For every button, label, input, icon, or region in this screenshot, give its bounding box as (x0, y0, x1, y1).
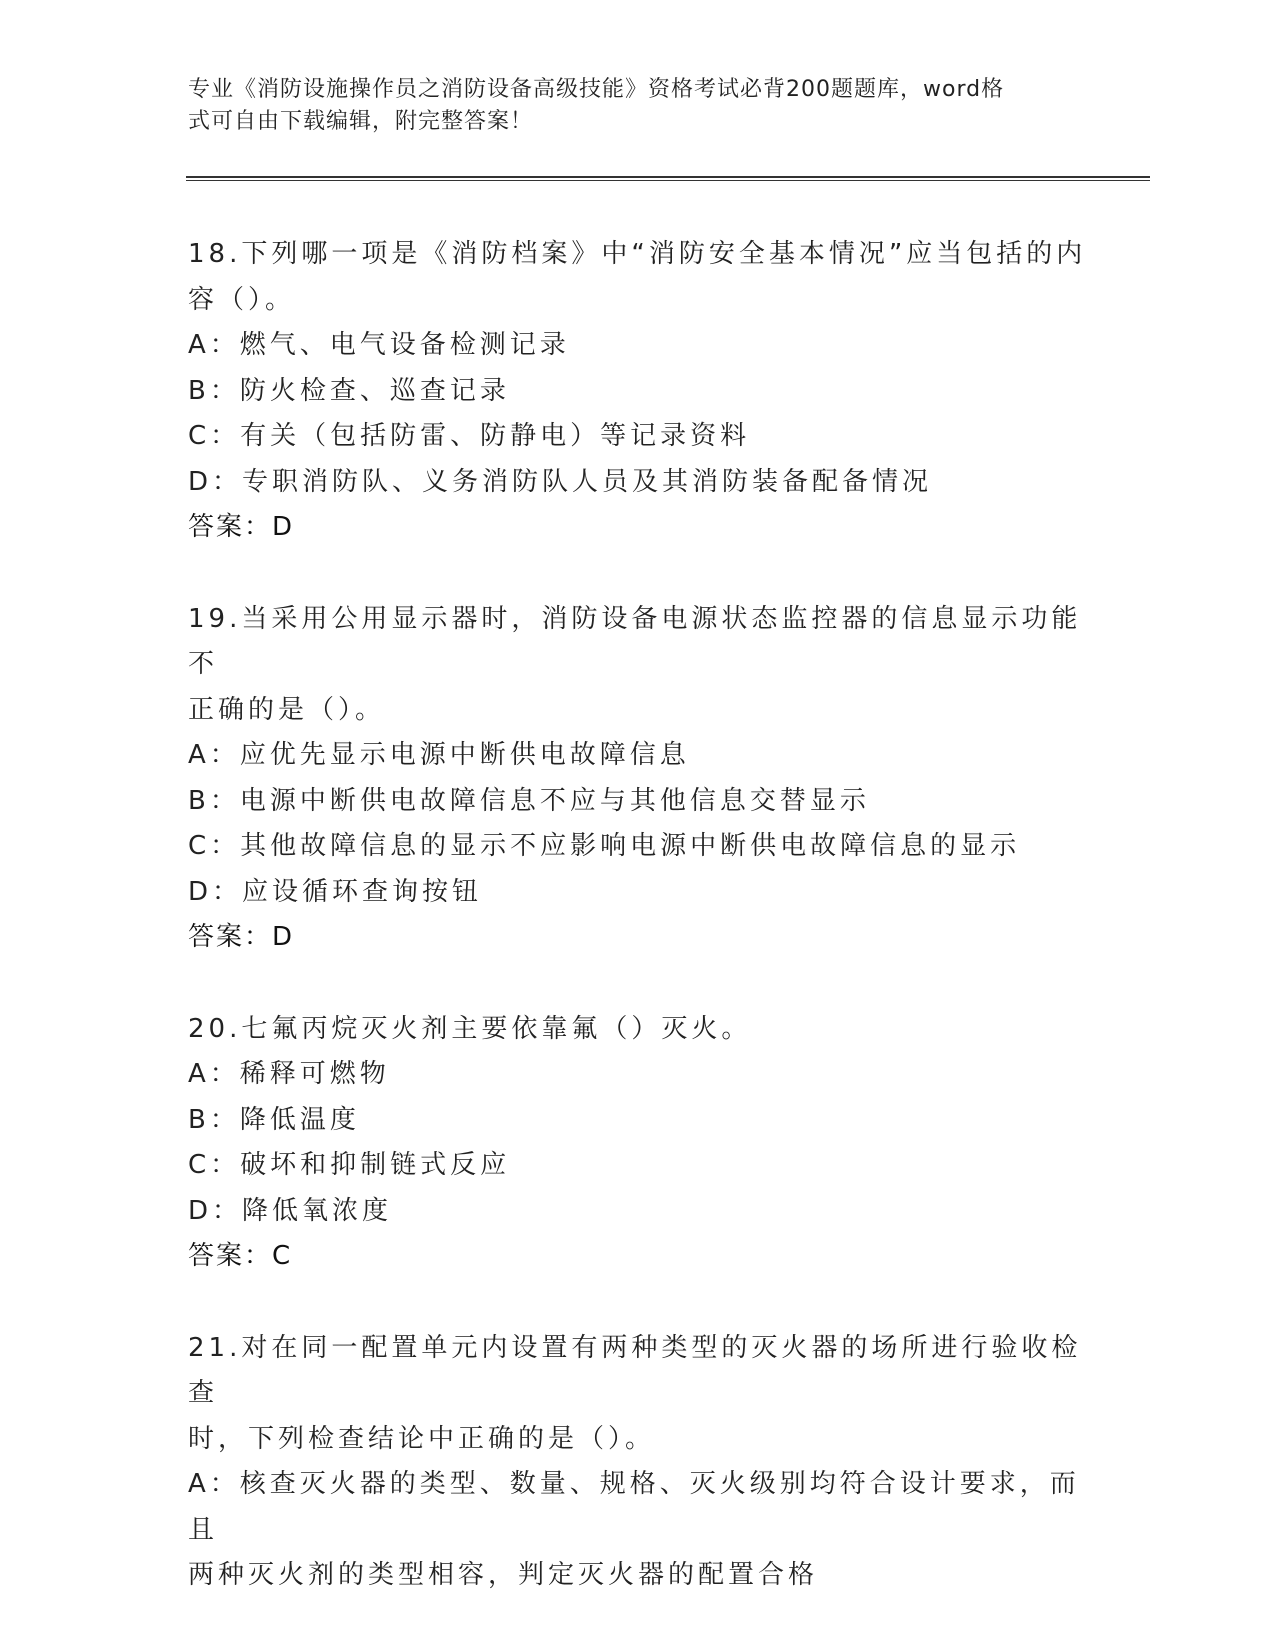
question-stem-cont: 容（）。 (188, 284, 296, 315)
option-a: A：核查灭火器的类型、数量、规格、灭火级别均符合设计要求，而且 (188, 1469, 1080, 1545)
question-stem: 20.七氟丙烷灭火剂主要依靠氟（）灭火。 (188, 1013, 752, 1044)
option-c: C：其他故障信息的显示不应影响电源中断供电故障信息的显示 (188, 831, 1021, 861)
question-19 (188, 597, 1088, 961)
option-a-cont: 两种灭火剂的类型相容，判定灭火器的配置合格 (188, 1560, 819, 1590)
option-b: B：防火检查、巡查记录 (188, 375, 510, 406)
answer-line: 答案：D (188, 512, 295, 542)
option-c: C：有关（包括防雷、防静电）等记录资料 (188, 421, 751, 451)
option-c: C：破坏和抑制链式反应 (188, 1150, 511, 1180)
question-list (188, 232, 1088, 1645)
question-20 (188, 1007, 1088, 1280)
question-21 (188, 1326, 1088, 1599)
option-b: B：电源中断供电故障信息不应与其他信息交替显示 (188, 785, 870, 816)
document-header (188, 74, 1068, 138)
option-b: B：降低温度 (188, 1104, 360, 1135)
question-stem: 19.当采用公用显示器时，消防设备电源状态监控器的信息显示功能不 (188, 603, 1082, 679)
question-stem-cont: 正确的是（）。 (188, 694, 386, 725)
option-a: A：稀释可燃物 (188, 1059, 390, 1089)
answer-line: 答案：C (188, 1241, 293, 1271)
option-a: A：应优先显示电源中断供电故障信息 (188, 740, 690, 770)
option-d: D：专职消防队、义务消防队人员及其消防装备配备情况 (188, 466, 933, 497)
header-line-1: 专业《消防设施操作员之消防设备高级技能》资格考试必背200题题库，word格 (188, 77, 1005, 102)
answer-line: 答案：D (188, 922, 295, 952)
question-stem: 21.对在同一配置单元内设置有两种类型的灭火器的场所进行验收检查 (188, 1332, 1082, 1408)
question-stem-cont: 时，下列检查结论中正确的是（）。 (188, 1423, 656, 1454)
question-stem: 18.下列哪一项是《消防档案》中“消防安全基本情况”应当包括的内 (188, 239, 1087, 269)
header-divider (186, 176, 1150, 181)
header-line-2: 式可自由下载编辑，附完整答案！ (188, 109, 534, 134)
option-d: D：降低氧浓度 (188, 1195, 393, 1226)
question-18 (188, 232, 1088, 551)
option-d: D：应设循环查询按钮 (188, 876, 483, 907)
option-a: A：燃气、电气设备检测记录 (188, 330, 570, 360)
